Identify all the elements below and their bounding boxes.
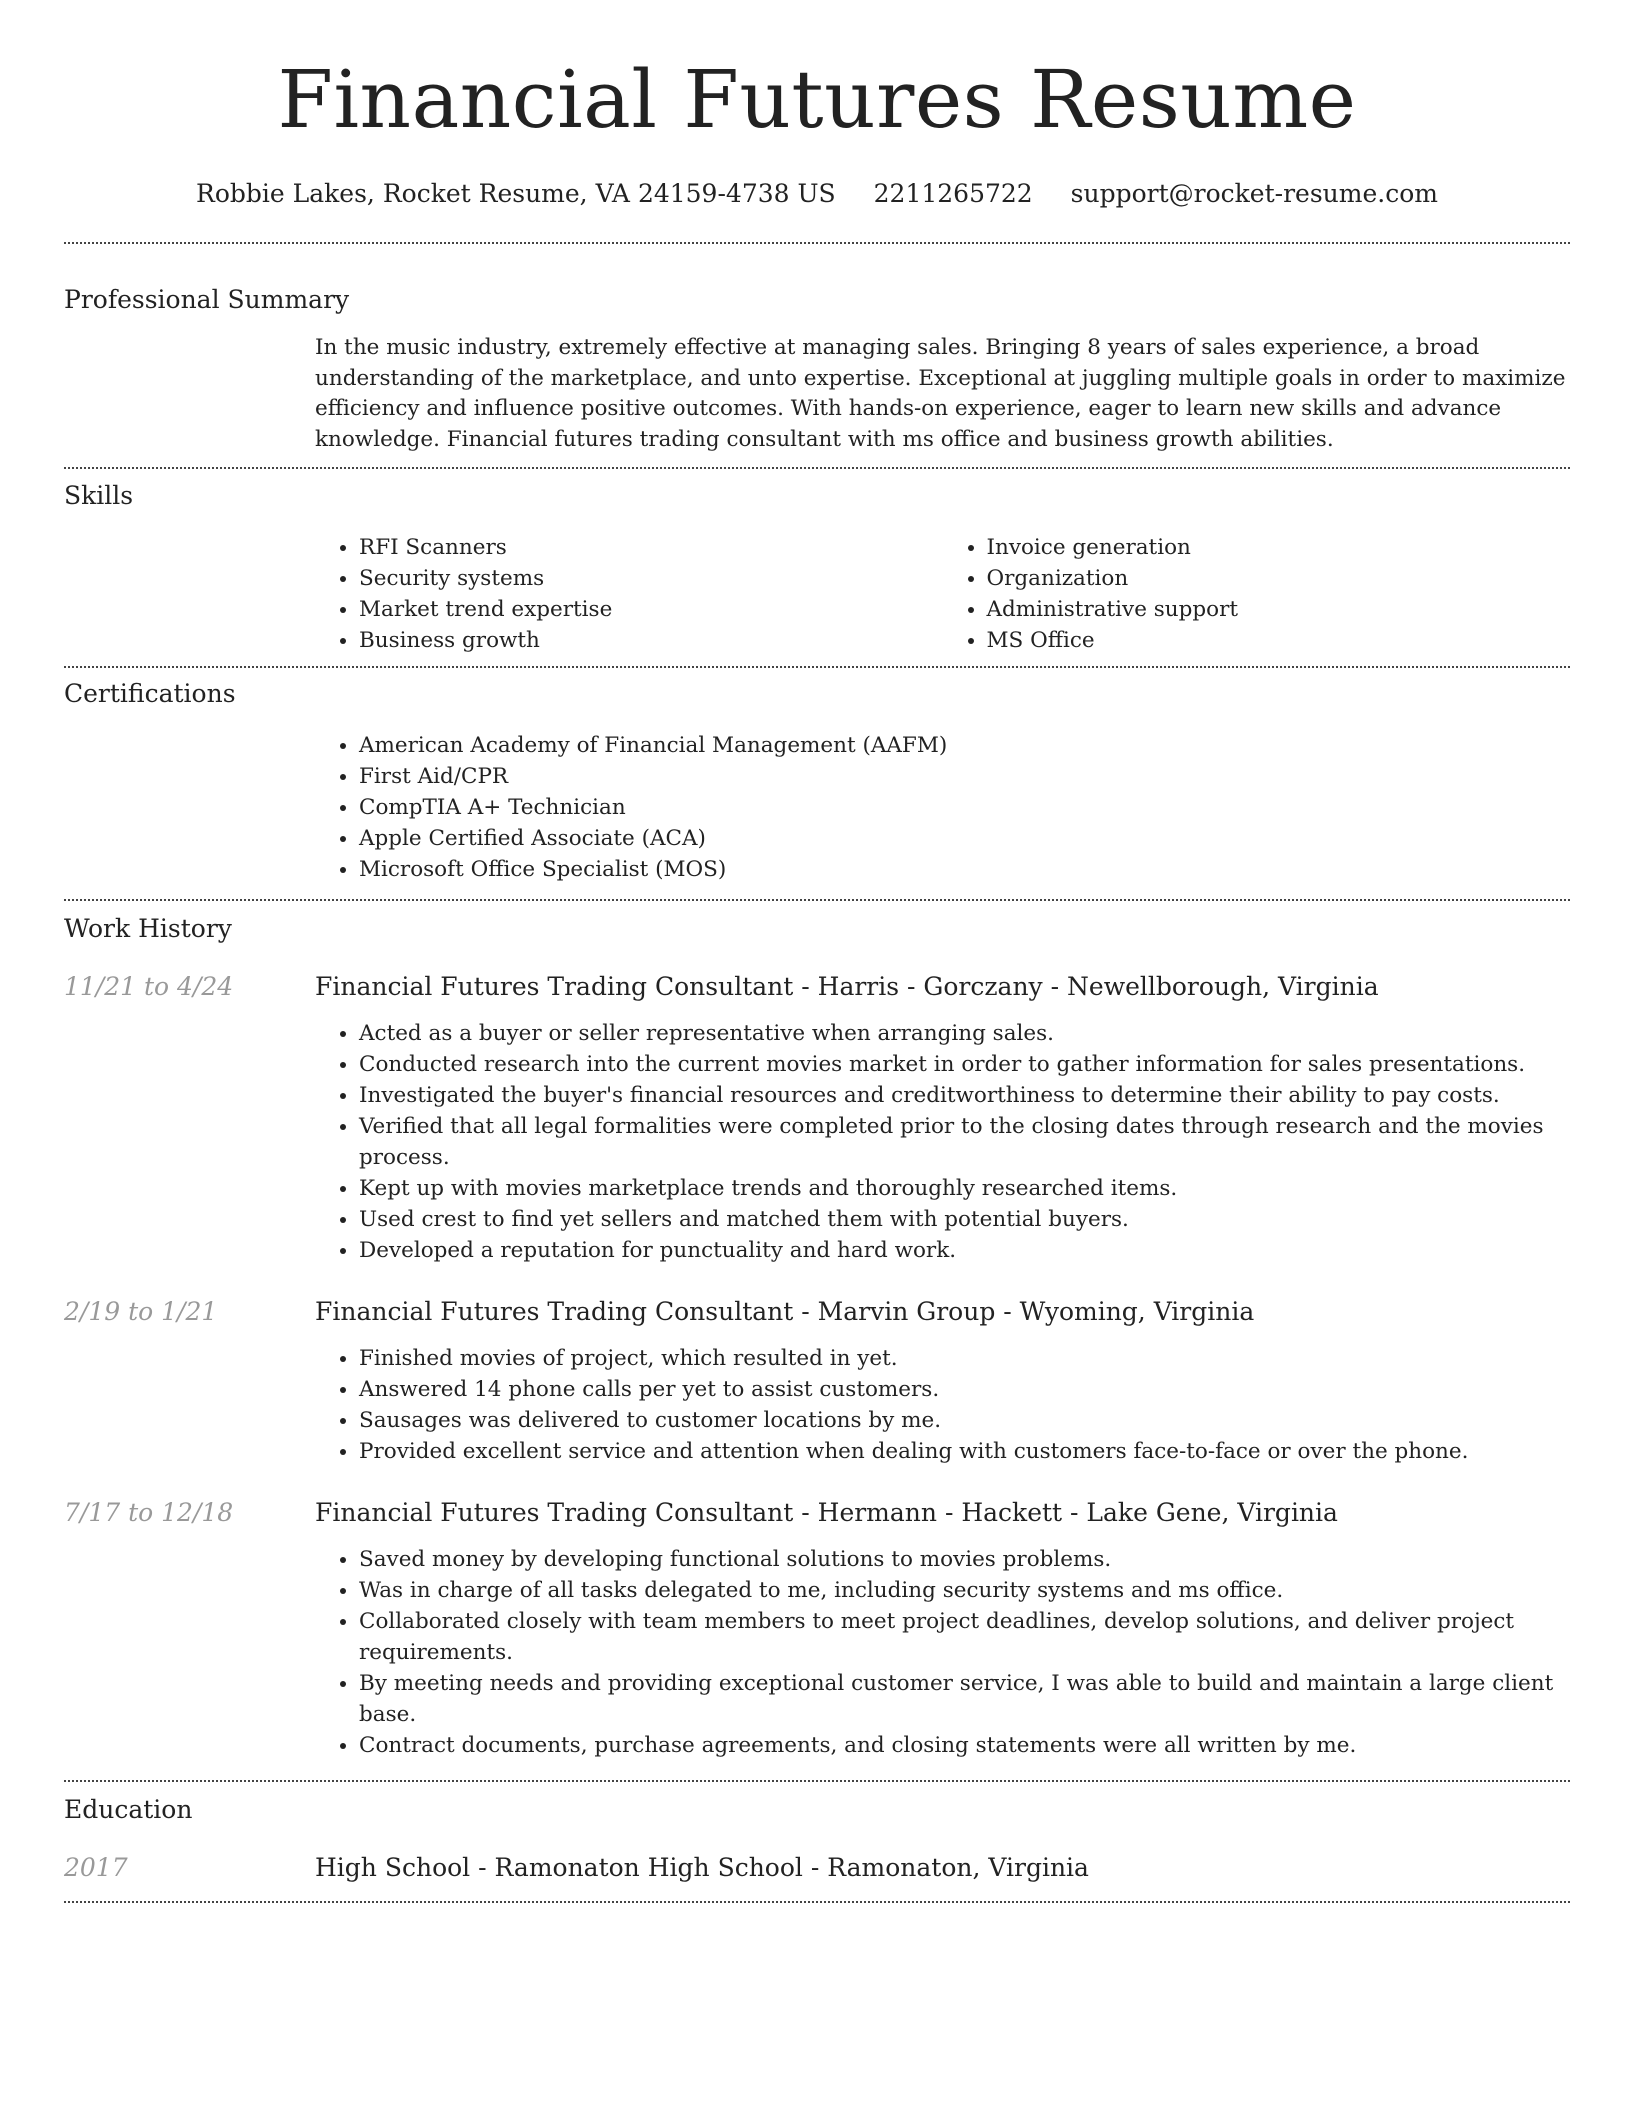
- job-bullet: • Used crest to find yet sellers and matched them with potential buyers.: [359, 1204, 1570, 1235]
- resume-title: Financial Futures Resume: [277, 53, 1357, 146]
- resume-page: [64, 0, 1570, 1903]
- job-dates: 11/21 to 4/24: [64, 972, 234, 1001]
- skill-item: • Business growth: [359, 625, 943, 656]
- job-bullet: • Acted as a buyer or seller representative when arranging sales.: [359, 1018, 1570, 1049]
- job-bullets: [315, 1343, 1570, 1467]
- skills-heading: Skills: [64, 481, 134, 510]
- job-title: Financial Futures Trading Consultant - Hermann - Hackett - Lake Gene, Virginia: [315, 1498, 1338, 1527]
- section-divider: [64, 666, 1570, 668]
- job-entry: [64, 971, 1570, 1266]
- certifications-section: [64, 678, 1570, 885]
- section-divider: [64, 899, 1570, 901]
- skill-item: • RFI Scanners: [359, 532, 943, 563]
- job-dates: 2/19 to 1/21: [64, 1297, 218, 1326]
- certification-item: • Apple Certified Associate (ACA): [359, 823, 1570, 854]
- certifications-list: [315, 730, 1570, 885]
- job-bullet: • Saved money by developing functional solutions to movies problems.: [359, 1544, 1570, 1575]
- job-bullet: • By meeting needs and providing exceptional customer service, I was able to build and maintain a large client base.: [359, 1668, 1570, 1730]
- education-entry: [64, 1852, 1570, 1884]
- certification-item: • Microsoft Office Specialist (MOS): [359, 854, 1570, 885]
- job-bullet: • Collaborated closely with team members to meet project deadlines, develop solutions, and deliver project requirements.: [359, 1606, 1570, 1668]
- section-divider: [64, 242, 1570, 244]
- summary-text: In the music industry, extremely effective at managing sales. Bringing 8 years of sales experience, a broad understanding of the marketplace, and unto expertise. Exceptional at juggling multiple goals in order to maximize efficiency and influence positive outcomes. With hands-on experience, eager to learn new skills and advance knowledge. Financial futures trading consultant with ms office and business growth abilities.: [315, 335, 1566, 452]
- skill-item: • MS Office: [987, 625, 1571, 656]
- certifications-heading: Certifications: [64, 679, 236, 708]
- education-title: High School - Ramonaton High School - Ramonaton, Virginia: [315, 1853, 1089, 1882]
- job-bullets: [315, 1544, 1570, 1761]
- job-bullet: • Developed a reputation for punctuality and hard work.: [359, 1235, 1570, 1266]
- job-entry: [64, 1497, 1570, 1761]
- skill-item: • Security systems: [359, 563, 943, 594]
- education-date: 2017: [64, 1853, 128, 1882]
- contact-phone: 2211265722: [873, 179, 1033, 208]
- job-bullet: • Investigated the buyer's financial resources and creditworthiness to determine their ability to pay costs.: [359, 1080, 1570, 1111]
- contact-line: [64, 178, 1570, 210]
- job-bullet: • Answered 14 phone calls per yet to assist customers.: [359, 1374, 1570, 1405]
- skill-item: • Market trend expertise: [359, 594, 943, 625]
- contact-address: Robbie Lakes, Rocket Resume, VA 24159-4738 US: [196, 179, 836, 208]
- certification-item: • CompTIA A+ Technician: [359, 792, 1570, 823]
- job-bullet: • Finished movies of project, which resulted in yet.: [359, 1343, 1570, 1374]
- job-title: Financial Futures Trading Consultant - Marvin Group - Wyoming, Virginia: [315, 1297, 1255, 1326]
- work-history-heading: Work History: [64, 914, 232, 943]
- summary-section: [64, 284, 1570, 455]
- section-divider: [64, 1780, 1570, 1782]
- job-bullet: • Kept up with movies marketplace trends and thoroughly researched items.: [359, 1173, 1570, 1204]
- job-bullet: • Provided excellent service and attention when dealing with customers face-to-face or over the phone.: [359, 1436, 1570, 1467]
- job-bullet: • Conducted research into the current movies market in order to gather information for sales presentations.: [359, 1049, 1570, 1080]
- section-divider: [64, 1901, 1570, 1903]
- certification-item: • First Aid/CPR: [359, 761, 1570, 792]
- skill-item: • Invoice generation: [987, 532, 1571, 563]
- section-divider: [64, 467, 1570, 469]
- job-bullets: [315, 1018, 1570, 1266]
- skills-list-left: [315, 532, 943, 656]
- certification-item: • American Academy of Financial Management (AAFM): [359, 730, 1570, 761]
- job-bullet: • Was in charge of all tasks delegated to me, including security systems and ms office.: [359, 1575, 1570, 1606]
- work-history-section: [64, 913, 1570, 1761]
- job-entry: [64, 1296, 1570, 1467]
- job-bullet: • Verified that all legal formalities were completed prior to the closing dates through research and the movies process.: [359, 1111, 1570, 1173]
- job-bullet: • Sausages was delivered to customer locations by me.: [359, 1405, 1570, 1436]
- summary-heading: Professional Summary: [64, 285, 350, 314]
- skills-list-right: [943, 532, 1571, 656]
- job-title: Financial Futures Trading Consultant - Harris - Gorczany - Newellborough, Virginia: [315, 972, 1379, 1001]
- skill-item: • Administrative support: [987, 594, 1571, 625]
- contact-email: support@rocket-resume.com: [1070, 179, 1438, 208]
- education-heading: Education: [64, 1795, 193, 1824]
- job-dates: 7/17 to 12/18: [64, 1498, 234, 1527]
- job-bullet: • Contract documents, purchase agreements, and closing statements were all written by me.: [359, 1730, 1570, 1761]
- skill-item: • Organization: [987, 563, 1571, 594]
- skills-section: [64, 480, 1570, 656]
- skills-grid: [315, 532, 1570, 656]
- education-section: [64, 1794, 1570, 1884]
